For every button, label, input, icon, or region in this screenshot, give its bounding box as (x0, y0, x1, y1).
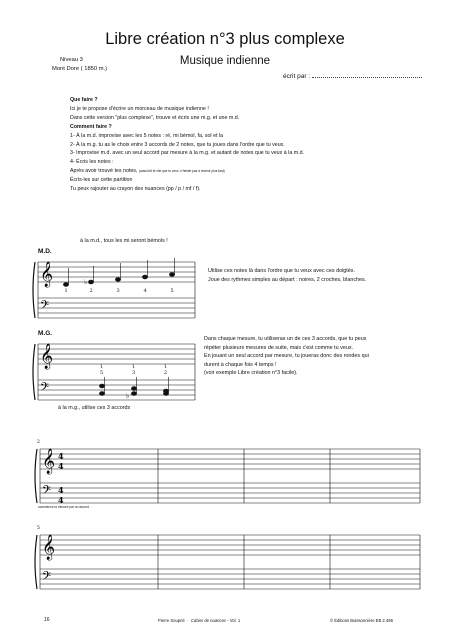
place-label: Mont Dore ( 1850 m.) (52, 66, 108, 72)
credit-volume: - Vol. 1 (227, 618, 241, 623)
instructions (70, 96, 400, 194)
how-line: 1- À la m.d. improvise avec les 5 notes : ré, mi bémol, fa, sol et la (70, 132, 224, 139)
flat-icon: ♭ (84, 278, 88, 286)
treble-clef-icon: 𝄞 (40, 262, 54, 287)
mg-label: M.G. (38, 330, 53, 337)
written-by-label: écrit par : (283, 73, 311, 80)
measure-number: 5 (37, 526, 40, 531)
mg-desc-line: (voir exemple Libre création n°3 facile). (204, 370, 298, 377)
mg-desc-line: répéter plusieurs mesures de suite, mais c'est comme tu veux. (204, 344, 354, 351)
heading-what: Que faire ? (70, 97, 98, 103)
chord-finger: 1 (100, 364, 104, 370)
how-line: 2- À la m.g. tu as le choix entre 3 accords de 2 notes, que tu joues dans l'ordre que tu veux. (70, 141, 285, 148)
svg-text:4: 4 (58, 461, 64, 471)
md-description (208, 267, 408, 284)
brace-icon (33, 344, 35, 400)
bass-clef-icon: 𝄢 (40, 381, 50, 397)
brace-icon (35, 535, 37, 589)
md-desc-line: Utilise ces notes là dans l'ordre que tu veux avec ces doigtés. (208, 268, 355, 274)
heading-how: Comment faire ? (70, 123, 112, 130)
what-line: Ici je te propose d'écrire un morceau de musique indienne ! (70, 105, 209, 112)
publisher: © Éditions Buissonnière EB 2.496 (330, 618, 393, 623)
mg-desc-line: Dans chaque mesure, tu utiliseras un de ces 3 accords, que tu peux (204, 336, 367, 342)
page-title: Libre création n°3 plus complexe (105, 30, 345, 48)
credit: Pierre Souprié · Cahier de nuances - Vol. 1 (158, 618, 241, 623)
time-signature-treble (58, 451, 64, 471)
mg-grand-staff (30, 336, 200, 406)
brace-icon (33, 262, 35, 318)
written-by-dotted-line (312, 77, 422, 78)
finger-number: 1 (64, 288, 68, 294)
nuances-line: Tu peux rajouter au crayon des nuances (pp / p / mf / f). (70, 186, 201, 193)
bass-clef-icon: 𝄢 (42, 484, 52, 500)
treble-clef-icon: 𝄞 (40, 344, 54, 369)
what-line: Dans cette version "plus complexe", trouve et écris une m.g. et une m.d. (70, 114, 240, 121)
write-line: Écris-les sur cette partition (70, 177, 133, 184)
mg-desc-line: durent à chaque fois 4 temps ! (204, 361, 277, 368)
treble-clef-icon: 𝄞 (42, 535, 56, 560)
written-by-field (283, 73, 422, 80)
chord-finger: 1 (132, 364, 136, 370)
chord-finger: 1 (164, 364, 168, 370)
finger-number: 5 (170, 288, 174, 294)
treble-clef-icon: 𝄞 (42, 449, 56, 474)
mg-description (204, 335, 419, 378)
credit-author: Pierre Souprié (158, 618, 185, 623)
measure-number: 2 (37, 440, 40, 445)
chord-finger: 5 (100, 370, 104, 376)
credit-title: Cahier de nuances (190, 618, 226, 623)
flat-icon: ♭ (126, 392, 130, 400)
score-system-2 (28, 523, 423, 593)
page-number: 16 (44, 617, 50, 623)
chord-finger: 2 (164, 370, 168, 376)
level-label: Niveau 3 (60, 57, 83, 63)
mg-desc-line: En jouant un seul accord par mesure, tu joueras donc des rondes qui (204, 353, 369, 360)
finger-number: 2 (89, 288, 93, 294)
bass-clef-icon: 𝄢 (42, 570, 52, 586)
md-label: M.D. (38, 248, 52, 255)
bass-note: commence la mesure par un accord (38, 505, 89, 509)
md-desc-line: Joue des rythmes simples au départ : noires, 2 croches, blanches. (208, 276, 367, 283)
after-small-note: (aussi tôt et vite que tu veux, n'hésite pas à revenir plus tard) (138, 169, 225, 174)
chord-finger: 3 (132, 370, 136, 376)
after-line: Après avoir trouvé tes notes, (aussi tôt et vite que tu veux, n'hésite pas à revenir plus tard) (70, 168, 225, 175)
svg-text:4: 4 (58, 451, 64, 461)
bass-clef-icon: 𝄢 (40, 299, 50, 315)
md-grand-staff (30, 254, 200, 324)
page-subtitle: Musique indienne (179, 55, 271, 67)
svg-text:4: 4 (58, 495, 64, 505)
how-line: 3- Improvise m.d. avec un seul accord par mesure à la m.g. et autant de notes que tu veux à la m.d. (70, 150, 305, 157)
how-line: 4- Écris les notes : (70, 159, 114, 166)
time-signature-bass (58, 485, 64, 505)
md-intro: à la m.d., tous les mi seront bémols ! (80, 238, 168, 244)
finger-number: 3 (116, 288, 120, 294)
svg-text:4: 4 (58, 485, 64, 495)
mg-caption: à la m.g., utilise ces 3 accords (58, 405, 131, 411)
finger-number: 4 (143, 288, 147, 294)
brace-icon (35, 449, 37, 503)
score-system-1 (28, 437, 423, 507)
